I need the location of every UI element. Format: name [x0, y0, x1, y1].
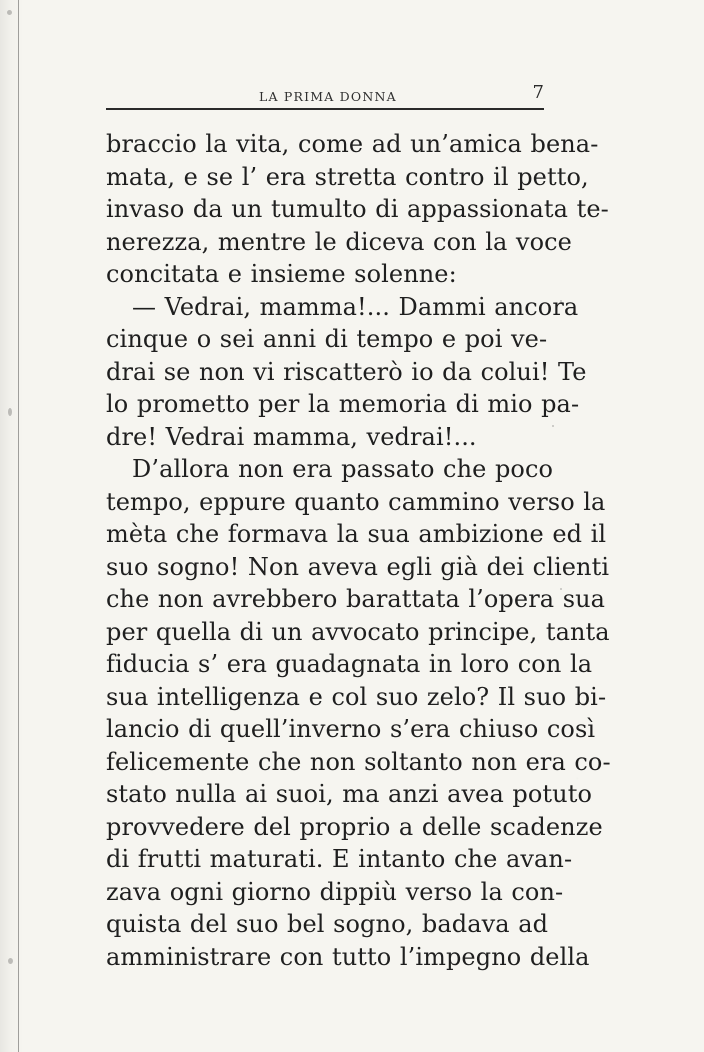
text-line: invaso da un tumulto di appassionata te- [106, 195, 609, 223]
text-line: provvedere del proprio a delle scadenze [106, 812, 603, 841]
ink-speck-top-left [7, 10, 12, 15]
text-line: per quella di un avvocato principe, tanta [106, 617, 610, 646]
main-text [106, 128, 611, 973]
binding-line [18, 0, 19, 1052]
text-line: fiducia s’ era guadagnata in loro con la [106, 650, 593, 678]
text-line: drai se non vi riscatterò io da colui! Te [106, 357, 587, 386]
page-number: 7 [532, 82, 544, 103]
text-line: cinque o sei anni di tempo e poi ve- [106, 325, 548, 353]
header-title: LA PRIMA DONNA [259, 89, 397, 104]
running-header [106, 80, 544, 110]
text-line: amministrare con tutto l’impegno della [106, 942, 590, 971]
header-rule [106, 108, 544, 110]
ink-speck-bottom-left [8, 958, 13, 964]
text-line: stato nulla ai suoi, ma anzi avea potuto [106, 780, 592, 808]
text-line: braccio la vita, come ad un’amica bena- [106, 130, 599, 158]
text-line: mata, e se l’ era stretta contro il petto, [106, 162, 589, 191]
text-line: mèta che formava la sua ambizione ed il [106, 520, 607, 548]
text-line: felicemente che non soltanto non era co- [106, 747, 611, 776]
text-line: lo prometto per la memoria di mio pa- [106, 390, 580, 418]
text-line: tempo, eppure quanto cammino verso la [106, 487, 606, 516]
text-line: che non avrebbero barattata l’opera sua [106, 585, 606, 613]
ink-speck-left-edge [8, 408, 12, 416]
text-line: dre! Vedrai mamma, vedrai!... [106, 422, 477, 451]
text-line: — Vedrai, mamma!... Dammi ancora [132, 292, 579, 321]
text-line: zava ogni giorno dippiù verso la con- [106, 877, 564, 906]
text-line: lancio di quell’inverno s’era chiuso così [106, 715, 596, 743]
text-line: nerezza, mentre le diceva con la voce [106, 227, 572, 256]
text-line: sua intelligenza e col suo zelo? Il suo bi- [106, 682, 607, 711]
text-line: suo sogno! Non aveva egli già dei clienti [106, 552, 610, 581]
text-line: concitata e insieme solenne: [106, 260, 457, 288]
text-line: D’allora non era passato che poco [132, 455, 554, 483]
text-line: quista del suo bel sogno, badava ad [106, 910, 549, 938]
page-edge-shadow [0, 0, 24, 1052]
ink-speck-right-margin-2 [552, 425, 554, 427]
text-line: di frutti maturati. E intanto che avan- [106, 845, 573, 873]
